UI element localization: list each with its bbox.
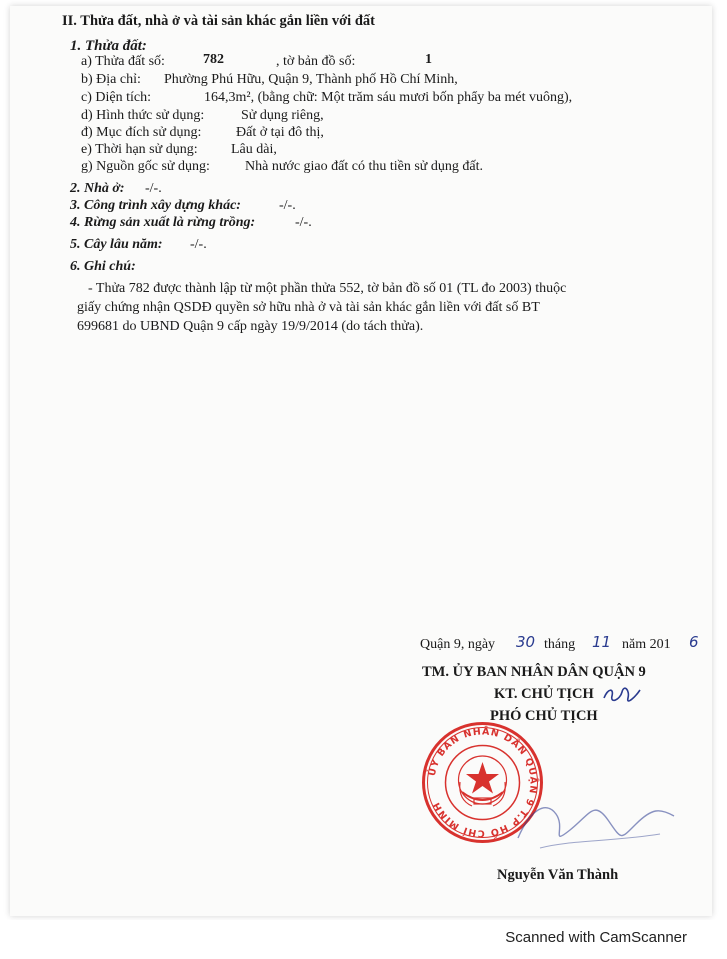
land-e-label: e) Thời hạn sử dụng: xyxy=(81,142,198,157)
signing-organization: TM. ỦY BAN NHÂN DÂN QUẬN 9 xyxy=(422,664,646,680)
house-label: 2. Nhà ở: xyxy=(70,181,125,196)
signer-name: Nguyễn Văn Thành xyxy=(497,867,619,883)
land-d-label: d) Hình thức sử dụng: xyxy=(81,108,205,123)
date-month: 11 xyxy=(592,633,612,651)
signing-on-behalf: KT. CHỦ TỊCH xyxy=(494,686,594,702)
handwritten-signature-icon xyxy=(510,790,680,860)
trees-label: 5. Cây lâu năm: xyxy=(70,237,163,252)
notes-heading: 6. Ghi chú: xyxy=(70,259,136,274)
notes-line-3: 699681 do UBND Quận 9 cấp ngày 19/9/2014 (do tách thửa). xyxy=(77,319,424,334)
map-sheet-number: 1 xyxy=(425,52,432,67)
trees-value: -/-. xyxy=(190,237,207,252)
land-a-label: a) Thửa đất số: xyxy=(81,54,165,69)
notes-line-1: - Thửa 782 được thành lập từ một phần thửa 552, tờ bản đồ số 01 (TL đo 2003) thuộc xyxy=(88,281,567,296)
scanner-watermark: Scanned with CamScanner xyxy=(505,929,687,946)
house-value: -/-. xyxy=(145,181,162,196)
date-prefix: Quận 9, ngày xyxy=(420,637,496,652)
construction-label: 3. Công trình xây dựng khác: xyxy=(70,198,241,213)
land-dd-label: đ) Mục đích sử dụng: xyxy=(81,125,202,140)
land-origin: Nhà nước giao đất có thu tiền sử dụng đất. xyxy=(245,159,483,174)
land-address: Phường Phú Hữu, Quận 9, Thành phố Hồ Chí Minh, xyxy=(164,72,458,87)
land-b-label: b) Địa chỉ: xyxy=(81,72,141,87)
initial-mark-icon xyxy=(602,684,642,704)
construction-value: -/-. xyxy=(279,198,296,213)
land-heading: 1. Thửa đất: xyxy=(70,38,147,54)
notes-line-2: giấy chứng nhận QSDĐ quyền sở hữu nhà ở và tài sản khác gắn liền với đất số BT xyxy=(77,300,540,315)
forest-label: 4. Rừng sản xuất là rừng trồng: xyxy=(70,215,256,230)
svg-text:ỦY BAN NHÂN DÂN QUẬN 9 T.P HỒ: ỦY BAN NHÂN DÂN QUẬN 9 T.P HỒ CHÍ MINH xyxy=(426,726,539,839)
signing-role: PHÓ CHỦ TỊCH xyxy=(490,708,598,724)
date-year-digit: 6 xyxy=(689,633,699,651)
map-sheet-label: , tờ bản đồ số: xyxy=(276,54,356,69)
land-usage-form: Sử dụng riêng, xyxy=(241,108,324,123)
land-g-label: g) Nguồn gốc sử dụng: xyxy=(81,159,210,174)
scan-footer xyxy=(0,920,727,959)
land-c-label: c) Diện tích: xyxy=(81,90,151,105)
section-title: II. Thửa đất, nhà ở và tài sản khác gắn liền với đất xyxy=(62,13,375,29)
land-number: 782 xyxy=(203,52,224,67)
date-year-label: năm 201 xyxy=(622,637,671,652)
land-area: 164,3m², (bằng chữ: Một trăm sáu mươi bốn phẩy ba mét vuông), xyxy=(204,90,573,105)
land-usage-purpose: Đất ở tại đô thị, xyxy=(236,125,324,140)
date-day: 30 xyxy=(516,633,536,651)
land-usage-term: Lâu dài, xyxy=(231,142,277,157)
date-month-label: tháng xyxy=(544,637,576,652)
forest-value: -/-. xyxy=(295,215,312,230)
